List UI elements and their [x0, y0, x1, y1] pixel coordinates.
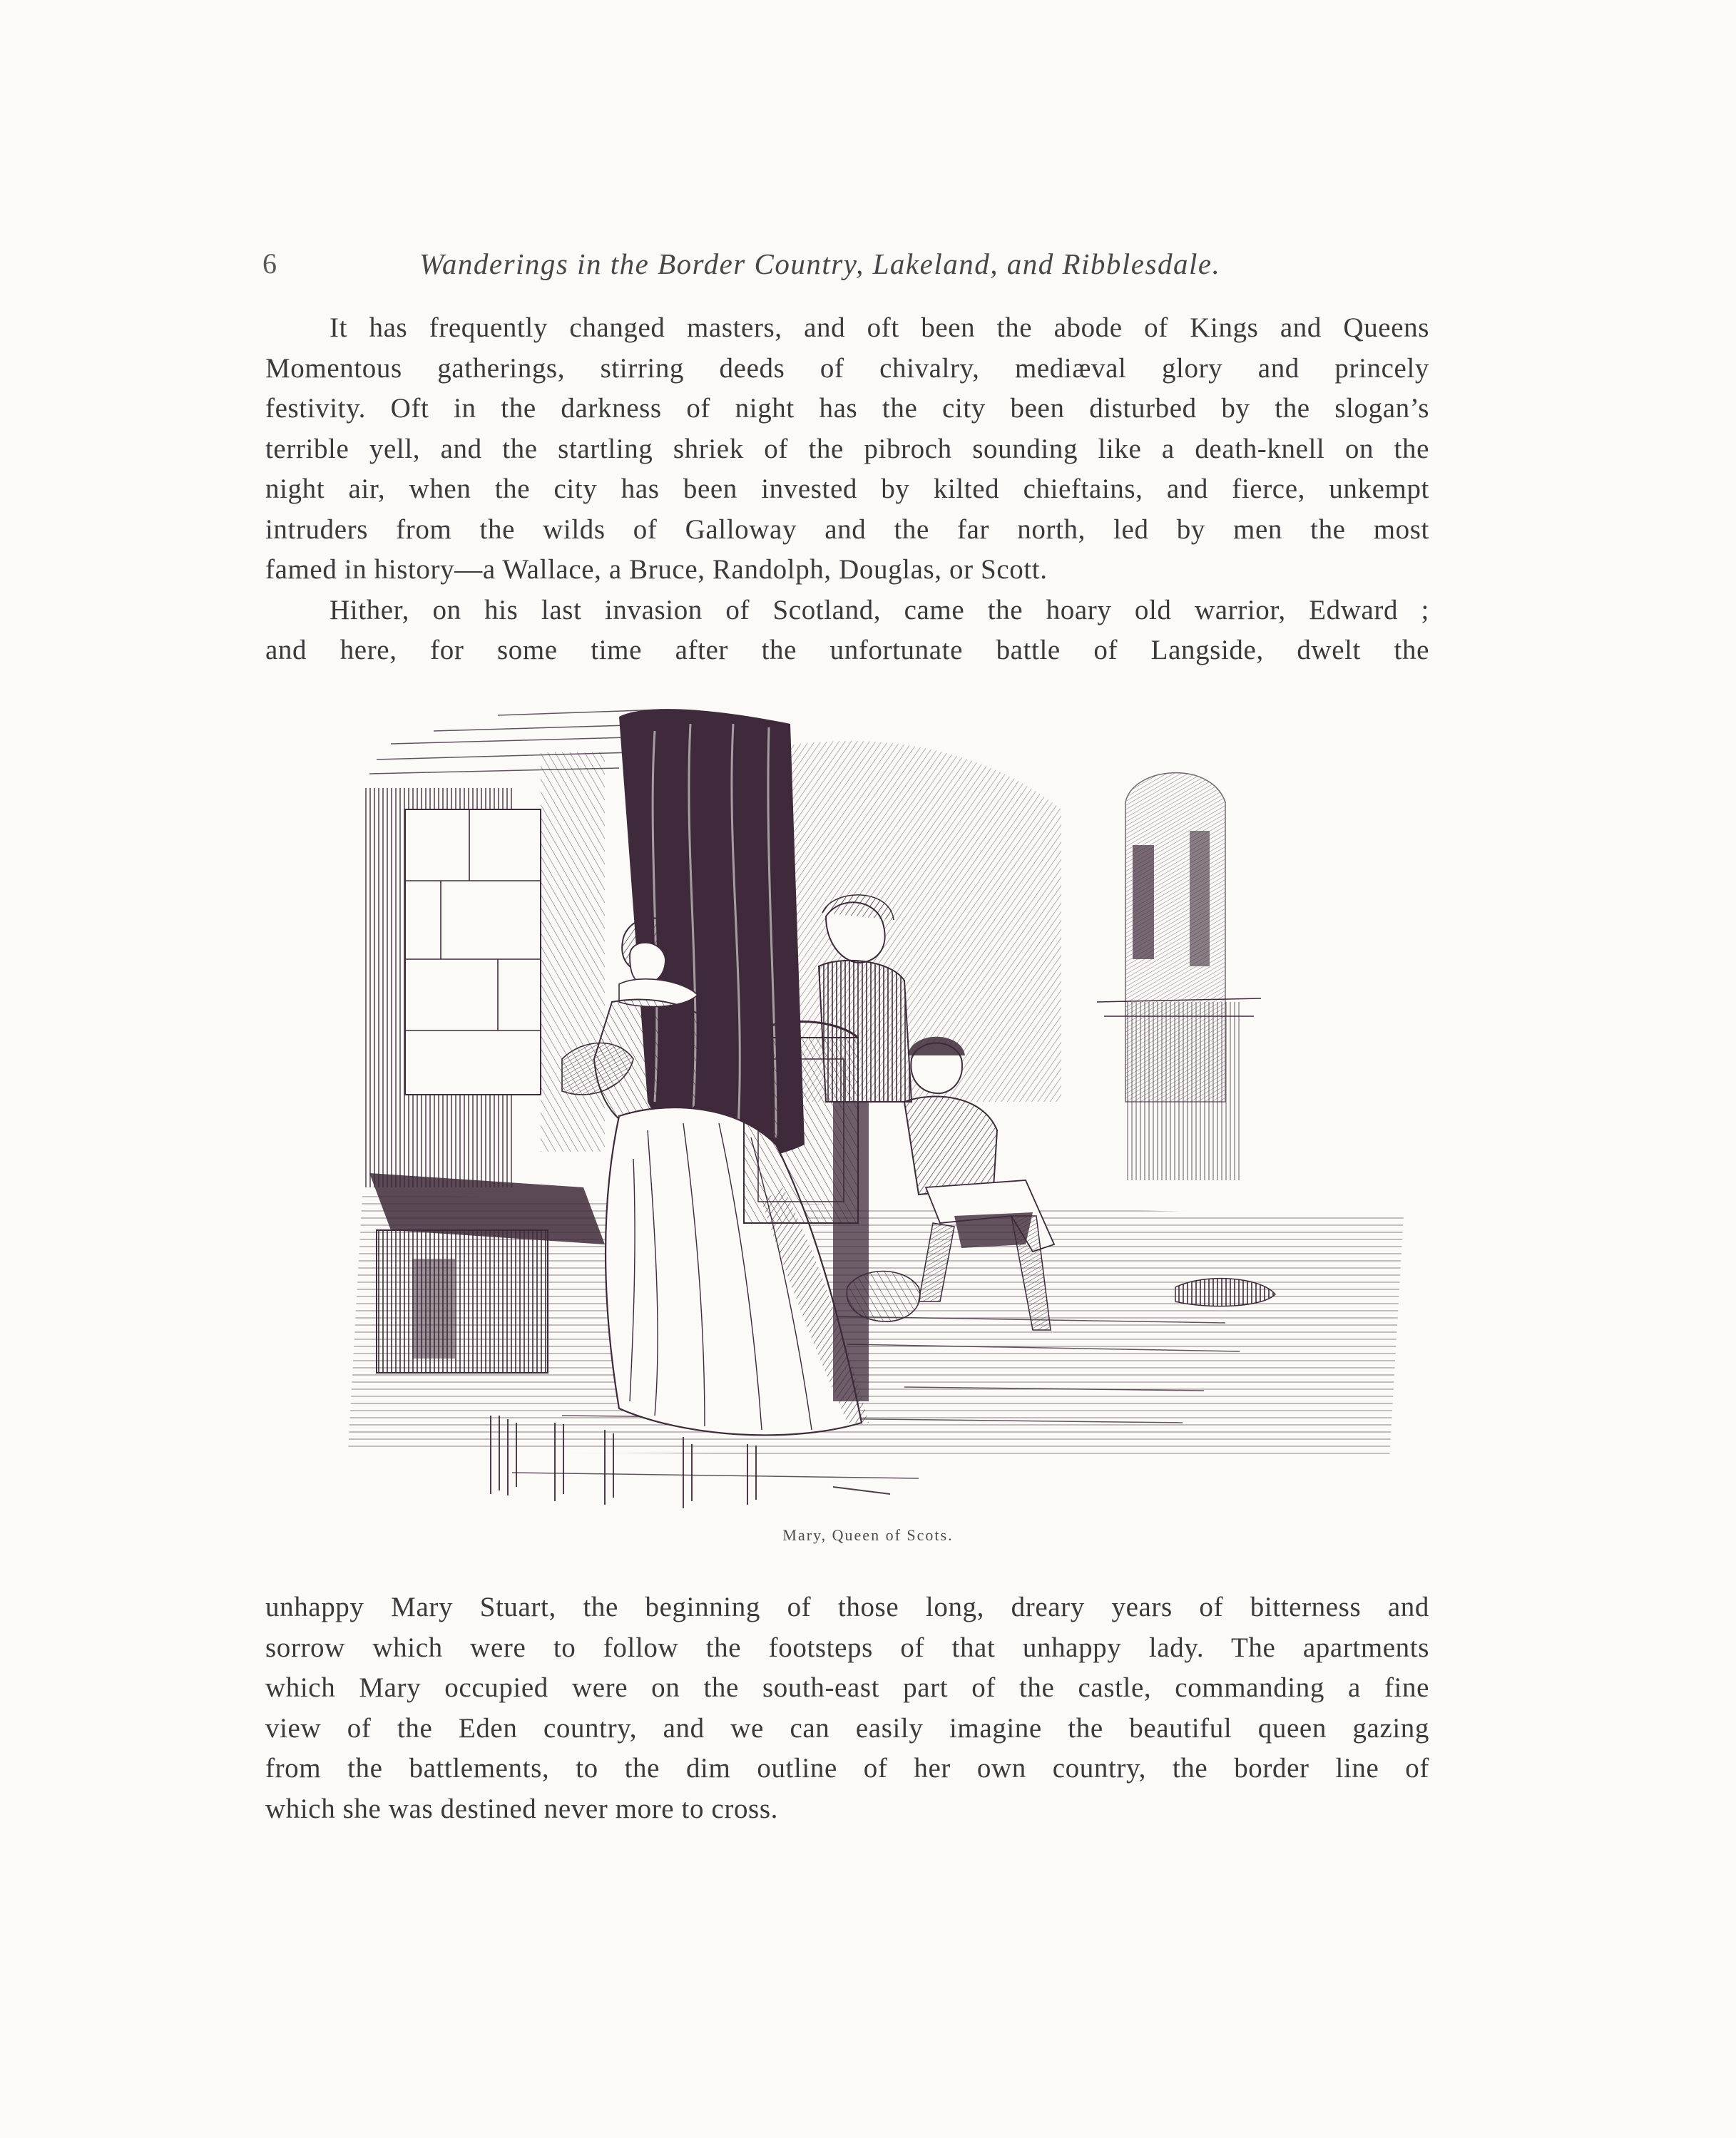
text-line: It has frequently changed masters, and oft been the abode of Kings and Queens — [330, 312, 1429, 343]
running-head — [262, 247, 1432, 290]
paragraph-1 — [265, 308, 1429, 590]
text-line: which she was destined never more to cross. — [265, 1793, 778, 1824]
text-line: sorrow which were to follow the footsteps of that unhappy lady. The apartments — [265, 1632, 1429, 1663]
text-line: festivity. Oft in the darkness of night has the city been disturbed by the slogan’s — [265, 393, 1429, 424]
text-line: which Mary occupied were on the south-east part of the castle, commanding a fine — [265, 1672, 1429, 1703]
body-text-bottom — [265, 1587, 1429, 1829]
text-line: Hither, on his last invasion of Scotland, came the hoary old warrior, Edward ; — [330, 594, 1429, 625]
running-title: Wanderings in the Border Country, Lakeland, and Ribblesdale. — [419, 247, 1221, 280]
text-line: from the battlements, to the dim outline of her own country, the border line of — [265, 1753, 1429, 1784]
engraving-illustration — [348, 702, 1404, 1508]
paragraph-2-continued — [265, 1587, 1429, 1829]
text-line: famed in history—a Wallace, a Bruce, Randolph, Douglas, or Scott. — [265, 554, 1048, 585]
figure-caption: Mary, Queen of Scots. — [782, 1526, 954, 1544]
text-line: night air, when the city has been invested by kilted chieftains, and fierce, unkempt — [265, 474, 1429, 504]
text-line: and here, for some time after the unfortunate battle of Langside, dwelt the — [265, 635, 1429, 665]
paragraph-2 — [265, 590, 1429, 671]
illustration-mary-queen-of-scots — [348, 702, 1404, 1508]
text-line: terrible yell, and the startling shriek of the pibroch sounding like a death-knell on the — [265, 433, 1429, 464]
text-line: intruders from the wilds of Galloway and the far north, led by men the most — [265, 513, 1429, 545]
page-number: 6 — [262, 247, 277, 280]
text-line: Momentous gatherings, stirring deeds of chivalry, mediæval glory and princely — [265, 352, 1429, 384]
body-text-top — [265, 308, 1429, 671]
text-line: unhappy Mary Stuart, the beginning of those long, dreary years of bitterness and — [265, 1592, 1429, 1622]
text-line: view of the Eden country, and we can easily imagine the beautiful queen gazing — [265, 1712, 1429, 1744]
